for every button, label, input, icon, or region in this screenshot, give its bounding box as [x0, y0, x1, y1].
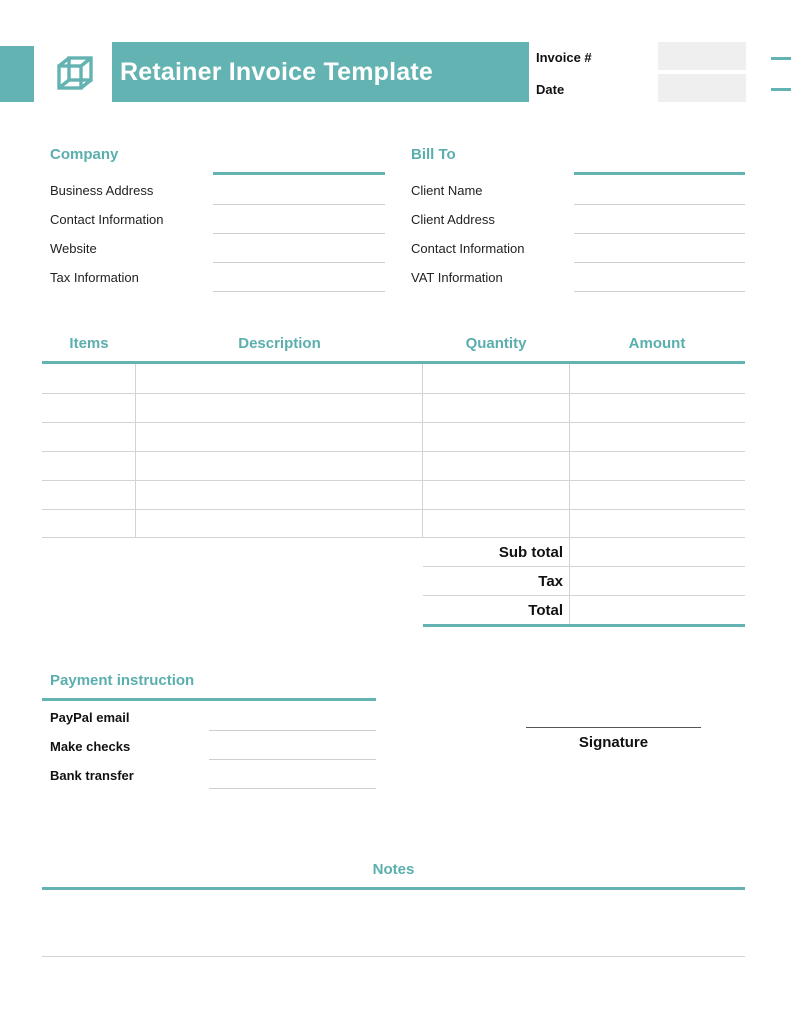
client-contact-information-field[interactable] [574, 262, 745, 263]
total-rule [423, 624, 745, 627]
total-value[interactable] [572, 599, 742, 623]
tax-value[interactable] [572, 570, 742, 594]
bank-transfer-field[interactable] [209, 788, 376, 789]
vat-information-field[interactable] [574, 291, 745, 292]
client-name-label: Client Name [411, 183, 483, 198]
title-banner [112, 42, 529, 102]
tax-information-field[interactable] [213, 291, 385, 292]
right-accent-dash [771, 57, 791, 60]
date-label: Date [536, 82, 565, 97]
column-header-items: Items [69, 335, 109, 352]
business-address-label: Business Address [50, 183, 154, 198]
tax-label: Tax [538, 573, 563, 590]
contact-information-field[interactable] [213, 233, 385, 234]
client-name-field[interactable] [574, 204, 745, 205]
cube-icon [55, 54, 95, 94]
vat-information-label: VAT Information [411, 270, 503, 285]
website-field[interactable] [213, 262, 385, 263]
logo [42, 46, 108, 102]
table-row[interactable] [42, 451, 745, 452]
invoice-number-label: Invoice # [536, 50, 592, 65]
right-accent-dash [771, 88, 791, 91]
signature-label: Signature [578, 734, 649, 751]
subtotal-label: Sub total [498, 544, 563, 561]
paypal-email-label: PayPal email [50, 710, 130, 725]
notes-heading: Notes [372, 861, 415, 878]
client-address-label: Client Address [411, 212, 495, 227]
total-label: Total [528, 602, 563, 619]
left-accent-bar [0, 46, 34, 102]
website-label: Website [50, 241, 97, 256]
table-row[interactable] [42, 509, 745, 510]
payment-heading-rule [42, 698, 376, 701]
notes-heading-rule [42, 887, 745, 890]
client-address-field[interactable] [574, 233, 745, 234]
make-checks-field[interactable] [209, 759, 376, 760]
subtotal-row-rule [423, 566, 745, 567]
company-heading: Company [50, 146, 119, 163]
bank-transfer-label: Bank transfer [50, 768, 134, 783]
date-field[interactable] [658, 74, 746, 102]
table-row[interactable] [42, 480, 745, 481]
notes-area[interactable] [42, 892, 745, 954]
signature-line[interactable] [526, 727, 701, 728]
table-row[interactable] [42, 537, 745, 538]
payment-instruction-heading: Payment instruction [50, 672, 195, 689]
paypal-email-field[interactable] [209, 730, 376, 731]
contact-information-label: Contact Information [50, 212, 164, 227]
subtotal-value[interactable] [572, 541, 742, 565]
notes-bottom-rule [42, 956, 745, 957]
column-header-amount: Amount [628, 335, 686, 352]
column-header-quantity: Quantity [465, 335, 527, 352]
column-header-description: Description [238, 335, 321, 352]
business-address-field[interactable] [213, 204, 385, 205]
summary-divider [569, 538, 570, 626]
invoice-number-field[interactable] [658, 42, 746, 70]
items-table-body [42, 364, 745, 538]
tax-information-label: Tax Information [50, 270, 139, 285]
table-row[interactable] [42, 393, 745, 394]
tax-row-rule [423, 595, 745, 596]
page-title: Retainer Invoice Template [120, 57, 433, 86]
table-row[interactable] [42, 422, 745, 423]
bill-to-heading-rule [574, 172, 745, 175]
company-heading-rule [213, 172, 385, 175]
client-contact-information-label: Contact Information [411, 241, 525, 256]
bill-to-heading: Bill To [411, 146, 456, 163]
make-checks-label: Make checks [50, 739, 131, 754]
